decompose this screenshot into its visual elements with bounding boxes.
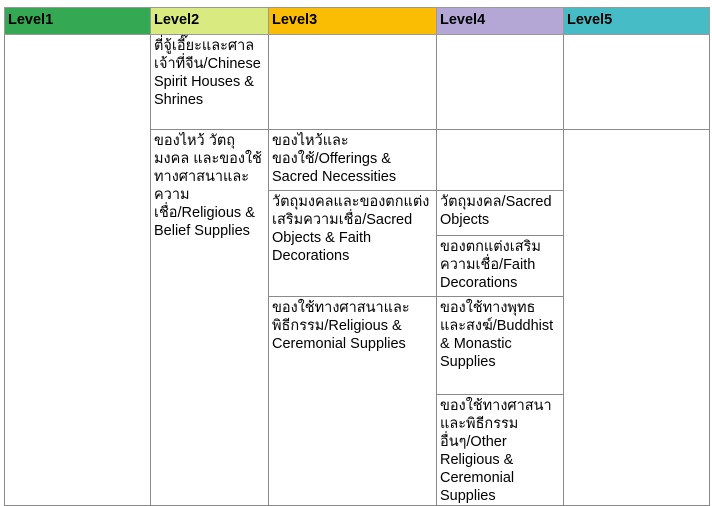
level4-cell-empty xyxy=(437,130,564,191)
level4-cell-empty xyxy=(437,35,564,130)
level4-cell-sacred-objects: วัตถุมงคล/Sacred Objects xyxy=(437,191,564,236)
level3-cell-ceremonial: ของใช้ทางศาสนาและพิธีกรรม/Religious & Ceremonial Supplies xyxy=(269,297,437,506)
header-level2: Level2 xyxy=(151,8,269,35)
level2-cell-religious-belief: ของไหว้ วัตถุมงคล และของใช้ทางศาสนาและความเชื่อ/Religious & Belief Supplies xyxy=(151,130,269,506)
level3-cell-empty xyxy=(269,35,437,130)
level3-cell-offerings: ของไหว้และของใช้/Offerings & Sacred Necessities xyxy=(269,130,437,191)
level4-cell-other-religious: ของใช้ทางศาสนาและพิธีกรรมอื่นๆ/Other Religious & Ceremonial Supplies xyxy=(437,395,564,506)
category-hierarchy-table xyxy=(4,7,710,506)
level3-cell-sacred-objects-faith: วัตถุมงคลและของตกแต่งเสริมความเชื่อ/Sacred Objects & Faith Decorations xyxy=(269,191,437,297)
level4-cell-buddhist: ของใช้ทางพุทธและสงฆ์/Buddhist & Monastic Supplies xyxy=(437,297,564,395)
header-level1: Level1 xyxy=(5,8,151,35)
level1-cell-empty xyxy=(5,35,151,506)
header-row xyxy=(5,8,710,35)
level5-cell-empty xyxy=(564,130,710,506)
header-level5: Level5 xyxy=(564,8,710,35)
level5-cell-empty xyxy=(564,35,710,130)
table-row xyxy=(5,35,710,130)
level4-cell-faith-decorations: ของตกแต่งเสริมความเชื่อ/Faith Decorations xyxy=(437,236,564,297)
header-level4: Level4 xyxy=(437,8,564,35)
header-level3: Level3 xyxy=(269,8,437,35)
level2-cell-chinese-spirit: ตี่จู้เอี๊ยะและศาลเจ้าที่จีน/Chinese Spirit Houses & Shrines xyxy=(151,35,269,130)
